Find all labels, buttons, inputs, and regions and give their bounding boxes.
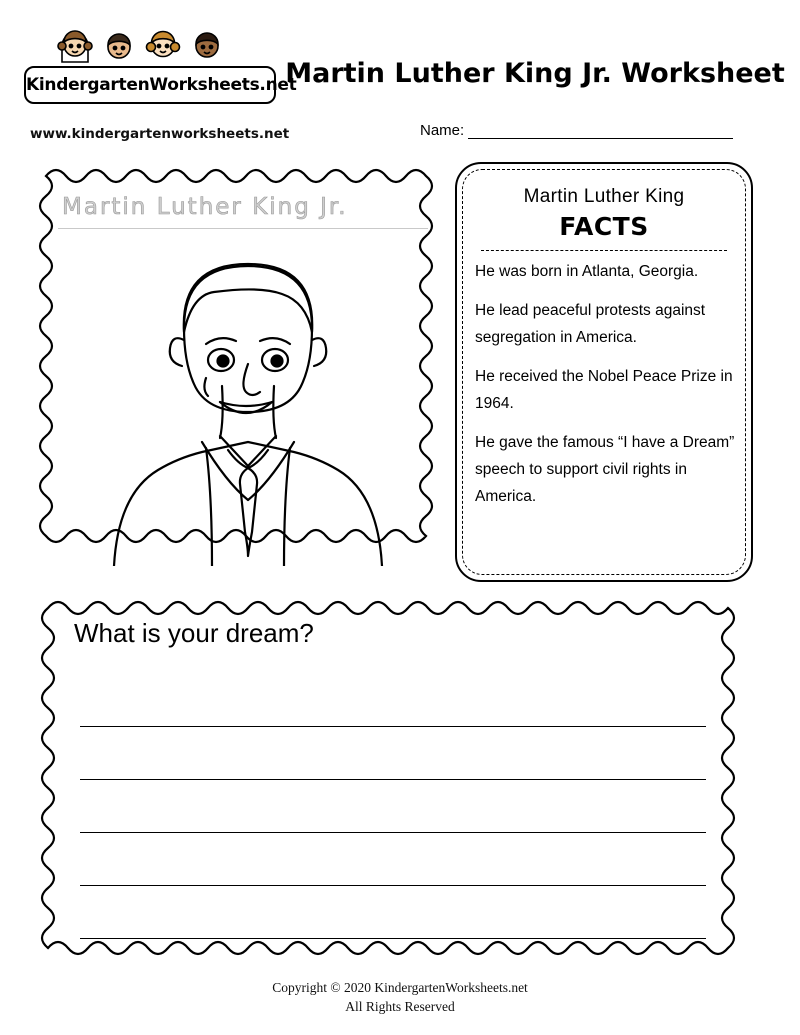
facts-title: Martin Luther King [523,186,685,207]
martin-luther-king-portrait-illustration [102,236,392,566]
writing-line[interactable] [80,727,706,780]
writing-lines[interactable] [80,674,706,939]
fact-item: He gave the famous “I have a Dream” speech to support civil rights in America. [475,434,735,505]
writing-panel [32,590,754,968]
page-header [0,0,800,150]
fact-item: He lead peaceful protests against segregation in America. [475,302,706,346]
site-url: www.kindergartenworksheets.net [30,126,290,142]
writing-line[interactable] [80,886,706,939]
logo-banner [24,66,297,104]
copyright-text: Copyright © 2020 KindergartenWorksheets.net [272,980,528,995]
facts-subtitle: FACTS [559,212,649,241]
kids-illustration-icon [52,22,252,70]
facts-list [475,258,737,522]
name-input-line[interactable] [468,123,733,139]
writing-prompt: What is your dream? [74,618,314,648]
facts-panel [455,162,753,582]
writing-line[interactable] [80,780,706,833]
rights-text: All Rights Reserved [345,999,455,1014]
page-footer [0,978,800,1016]
portrait-panel [32,158,442,583]
fact-item: He received the Nobel Peace Prize in 1964. [475,368,733,412]
fact-item: He was born in Atlanta, Georgia. [475,263,699,280]
tracing-guide-line [58,228,428,229]
logo-banner-text: KindergartenWorksheets.net [26,75,297,95]
name-field-row[interactable] [420,122,765,139]
facts-divider [481,250,727,251]
writing-line[interactable] [80,674,706,727]
tracing-name-text: Martin Luther King Jr. [62,194,348,220]
name-label: Name: [420,122,465,139]
writing-line[interactable] [80,833,706,886]
page-title: Martin Luther King Jr. Worksheet [285,58,785,89]
